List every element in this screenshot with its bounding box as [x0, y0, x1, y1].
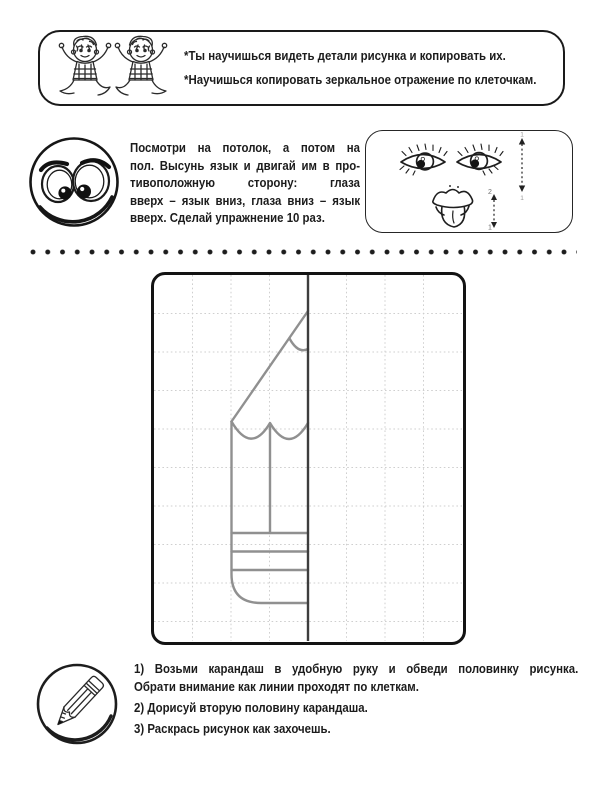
exercise-line-4: вверх – язык вниз, глаза вниз – язык [130, 192, 361, 208]
intro-line-2: *Научишься копировать зеркальное отражение по клеточкам. [184, 72, 537, 87]
pencil-badge-icon [35, 662, 119, 746]
half-pencil-drawing [232, 311, 309, 603]
intro-box [38, 30, 565, 106]
mirror-grid [154, 275, 462, 641]
eye-arrow-bottom-label: 1 [520, 195, 524, 202]
twins-illustration-icon [52, 33, 174, 103]
exercise-line-1: Посмотри на потолок, а потом на [130, 140, 361, 155]
exercise-line-3: тивоположную сторону: глаза [130, 175, 361, 191]
eyes-tongue-diagram-box [365, 130, 573, 233]
exercise-text [130, 139, 360, 227]
mouth-arrow-bottom-label: 1 [488, 224, 492, 230]
exercise-line-2: пол. Высунь язык и двигай им в про- [130, 157, 361, 173]
intro-text [184, 44, 536, 92]
mirror-grid-box [151, 272, 466, 645]
instructions-text [134, 660, 578, 738]
smiley-eyes-icon [27, 135, 123, 231]
exercise-line-5: вверх. Сделай упражнение 10 раз. [130, 210, 325, 226]
instruction-1-line-1: 1) Возьми карандаш в удобную руку и обведи половинку рисунка. [134, 661, 579, 676]
mouth-arrow-top-label: 2 [488, 189, 492, 196]
eyes-tongue-diagram [366, 131, 570, 230]
intro-line-1: *Ты научишься видеть детали рисунка и копировать их. [184, 48, 506, 63]
eye-arrow-top-label: 1 [520, 131, 524, 139]
instruction-1-line-2: Обрати внимание как линии проходят по клеткам. [134, 678, 419, 694]
instruction-3: 3) Раскрась рисунок как захочешь. [134, 720, 331, 736]
instruction-2: 2) Дорисуй вторую половину карандаша. [134, 699, 368, 715]
dotted-separator [30, 249, 577, 255]
